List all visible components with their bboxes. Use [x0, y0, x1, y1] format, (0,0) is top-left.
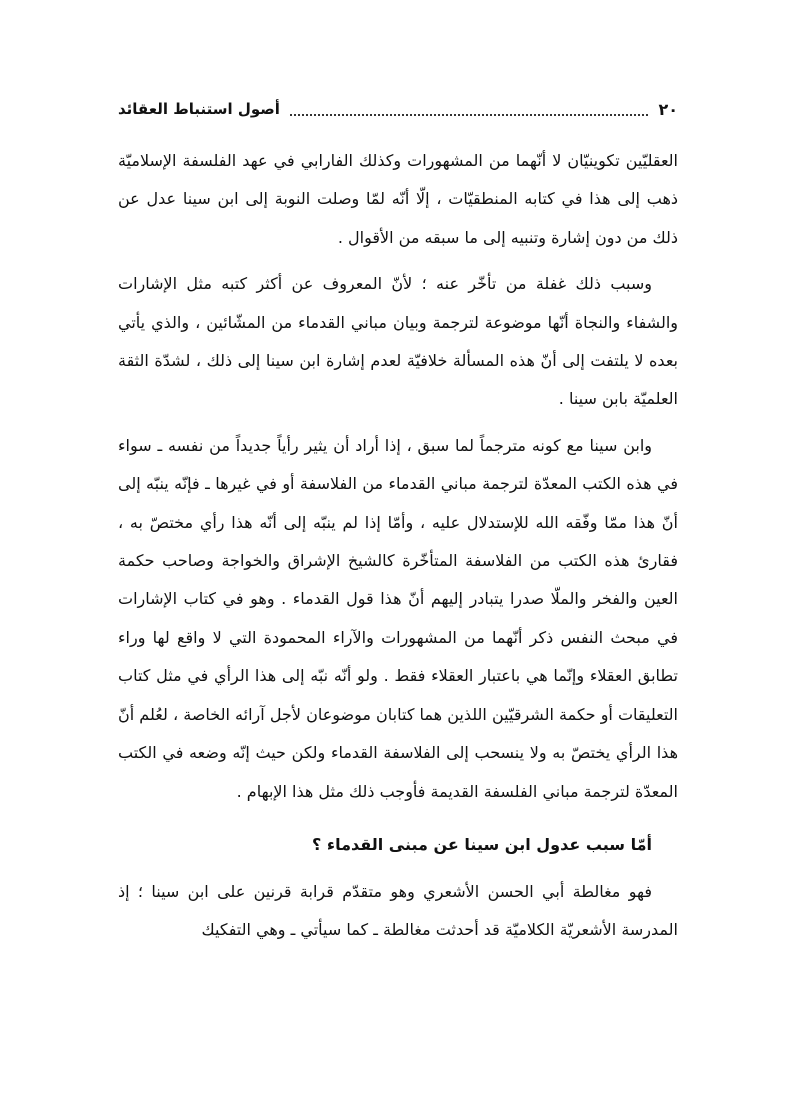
dotted-leader: [290, 102, 649, 116]
paragraph-4: فهو مغالطة أبي الحسن الأشعري وهو متقدّم قرابة قرنين على ابن سينا ؛ إذ المدرسة الأشعريّة الكلاميّة قد أحدثت مغالطة ـ كما سيأتي ـ وهي التفكيك: [118, 881, 678, 940]
paragraph-3: وابن سينا مع كونه مترجماً لما سبق ، إذا أراد أن يثير رأياً جديداً من نفسه ـ سواء في هذه الكتب المعدّة لترجمة مباني القدماء من الفلاسفة أو في غيرها ـ فإنّه ينبّه إلى أنّ هذا ممّا وفّقه الله للإستدلال عليه ، وأمّا إذا لم ينبّه إلى أنّه هذا رأي مختصّ به ، فقارئ هذه الكتب من الفلاسفة المتأخّرة كالشيخ الإشراق والخواجة وصاحب حكمة العين والفخر والملّا صدرا يتبادر إليهم أنّ هذا قول القدماء . وهو في كتاب الإشارات في مبحث النفس ذكر أنّهما من المشهورات والآراء المحمودة التي لا واقع لها وراء تطابق العقلاء وإنّما هي باعتبار العقلاء فقط . ولو أنّه نبّه إلى هذا الرأي في مثل كتاب التعليقات أو حكمة الشرقيّين اللذين هما كتابان موضوعان لأجل آرائه الخاصة ، لعُلم أنّ هذا الرأي يختصّ به ولا ينسحب إلى الفلاسفة القدماء ولكن حيث إنّه وضعه في الكتب المعدّة لترجمة مباني الفلسفة القديمة فأوجب ذلك مثل هذا الإبهام .: [118, 435, 678, 801]
running-head-title: أصول استنباط العقائد: [118, 100, 280, 118]
section-heading: أمّا سبب عدول ابن سينا عن مبنى القدماء ؟: [312, 834, 652, 854]
running-head: [118, 96, 678, 122]
paragraph-2: وسبب ذلك غفلة من تأخّر عنه ؛ لأنّ المعروف عن أكثر كتبه مثل الإشارات والشفاء والنجاة أنّها موضوعة لترجمة وبيان مباني القدماء من المشّائين ، والذي يأتي بعده لا يلتفت إلى أنّ هذه المسألة خلافيّة لعدم إشارة ابن سينا إلى ذلك ، لشدّة الثقة العلميّة بابن سينا .: [118, 274, 678, 409]
page-number: ٢٠: [658, 99, 678, 119]
body-text: [118, 142, 678, 958]
paragraph-1: العقليّين تكوينيّان لا أنّهما من المشهورات وكذلك الفارابي في عهد الفلسفة الإسلاميّة ذهب إلى هذا في كتابه المنطقيّات ، إلّا أنّه لمّا وصلت النوبة إلى ابن سينا عدل عن ذلك من دون إشارة وتنبيه إلى ما سبقه من الأقوال .: [118, 151, 678, 247]
